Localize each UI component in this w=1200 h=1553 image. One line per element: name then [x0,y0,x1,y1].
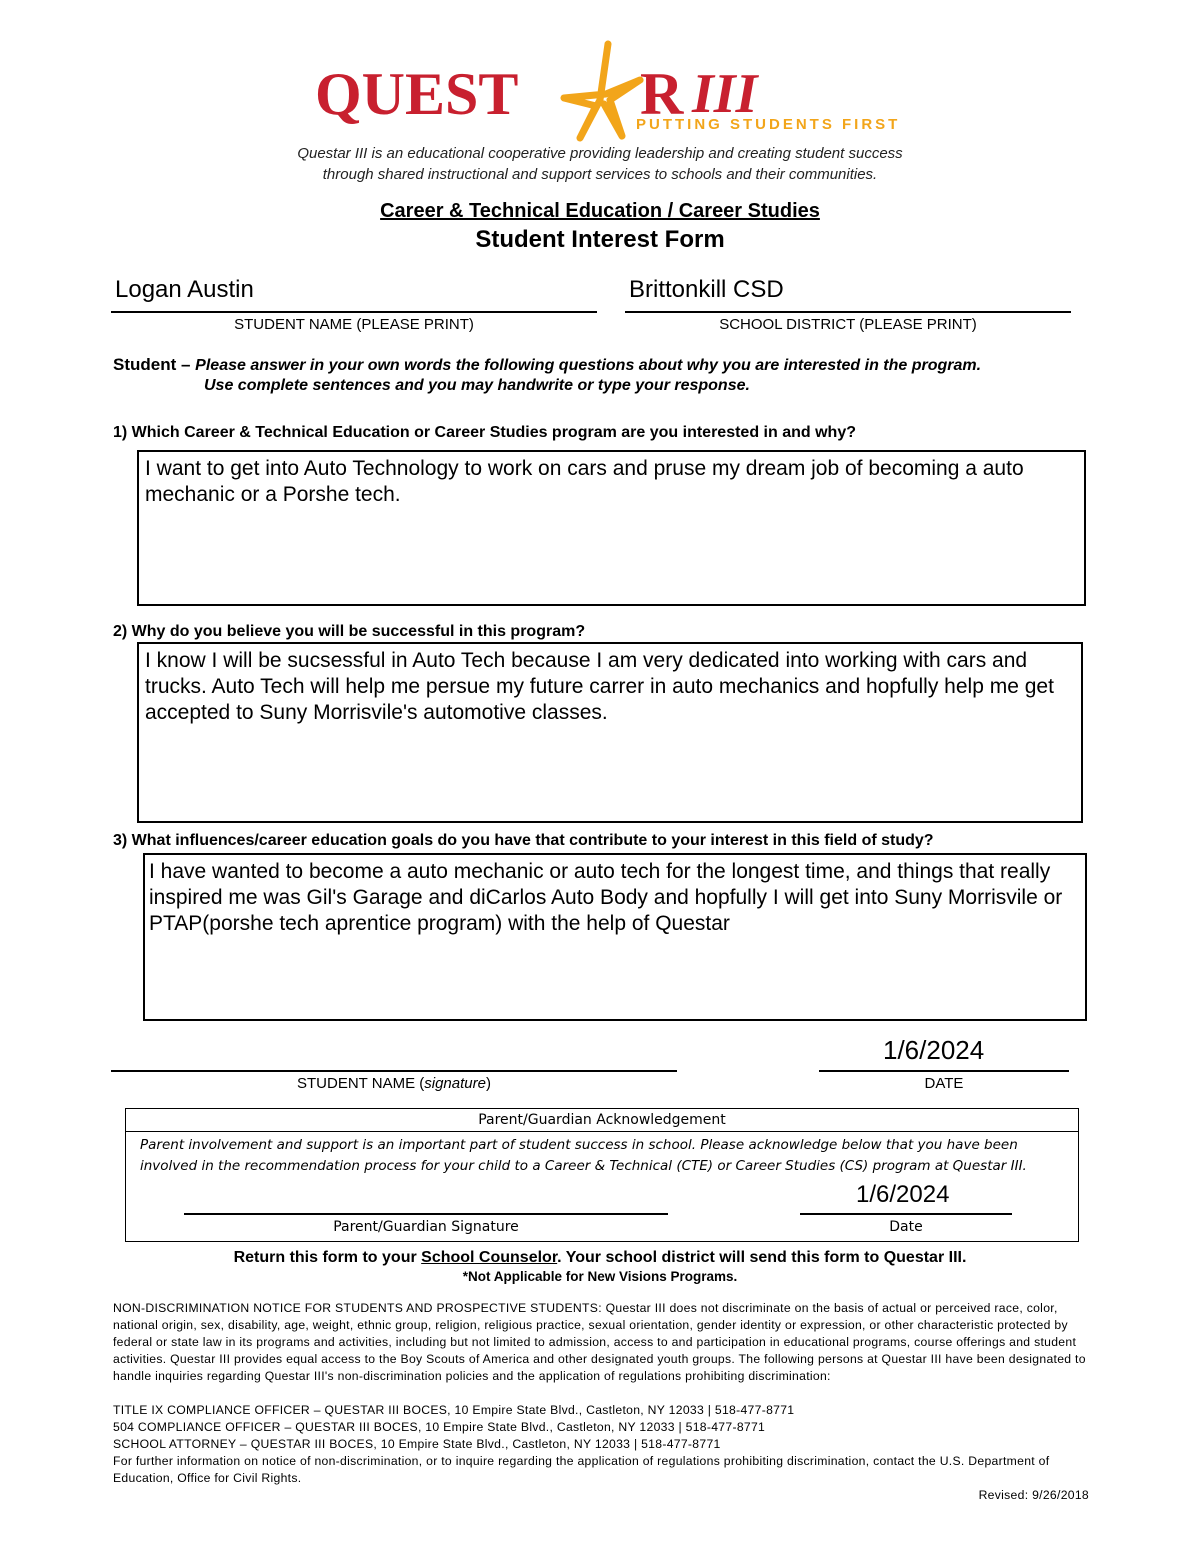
school-district-line [625,311,1071,313]
parent-signature-line[interactable] [184,1213,668,1215]
parent-acknowledgement-box [125,1108,1079,1242]
logo-iii-text: III [692,63,758,125]
logo [310,40,910,150]
student-date-label: DATE [924,1075,964,1092]
title-ix-officer: TITLE IX COMPLIANCE OFFICER – QUESTAR III BOCES, 10 Empire State Blvd., Castleton, NY 12033 | 518-477-8771 [113,1403,795,1417]
school-district-value[interactable]: Brittonkill CSD [629,276,784,303]
student-signature-label: STUDENT NAME (signature) [297,1075,491,1092]
revised-date: Revised: 9/26/2018 [978,1488,1089,1502]
parent-date-line [800,1213,1012,1215]
question-3-label: 3) What influences/career education goals do you have that contribute to your interest in this field of study? [113,832,934,849]
logo-tagline: PUTTING STUDENTS FIRST [636,116,901,133]
question-3-answer[interactable]: I have wanted to become a auto mechanic or auto tech for the longest time, and things that really inspired me was Gil's Garage and diCarlos Auto Body and hopfully I will get into Suny Morrisvile or PTAP(porshe tech aprentice program) with the help of Questar [143,853,1087,1021]
non-discrimination-notice: NON-DISCRIMINATION NOTICE FOR STUDENTS AND PROSPECTIVE STUDENTS: Questar III does not discriminate on the basis of actual or perceived race, color, national origin, sex, disability, age, weight, ethnic group, religion, religious practice, sexual orientation, gender identity or expression, or other characteristic protected by federal or state law in its programs and activities, including but not limited to admission, access to and participation in educational programs, course offerings and student activities. Questar III provides equal access to the Boy Scouts of America and other designated youth groups. The following persons at Questar III have been designated to handle inquiries regarding Questar III's non-discrimination policies and the application of regulations prohibiting discrimination: [113,1301,1086,1383]
school-counselor-text: School Counselor [421,1249,558,1266]
student-date-value[interactable]: 1/6/2024 [883,1035,985,1065]
school-district-label: SCHOOL DISTRICT (PLEASE PRINT) [719,316,977,333]
instructions-text-1: Please answer in your own words the following questions about why you are interested in the program. [195,357,982,374]
mission-line-1: Questar III is an educational cooperative providing leadership and creating student success [297,145,903,162]
student-name-label: STUDENT NAME (PLEASE PRINT) [234,316,474,333]
instructions-line-2: Use complete sentences and you may handwrite or type your response. [204,377,750,394]
logo-r-text: R [640,61,684,127]
student-name-line [111,311,597,313]
parent-date-label: Date [889,1219,923,1235]
star-icon [550,40,650,144]
student-name-value[interactable]: Logan Austin [115,276,254,303]
student-signature-line[interactable] [111,1070,677,1072]
further-information: For further information on notice of non-discrimination, or to inquire regarding the application of regulations prohibiting discrimination, contact the U.S. Department of Education, Office for Civil Rights. [113,1454,1050,1485]
form-title: Career & Technical Education / Career Studies [380,200,820,222]
compliance-504-officer: 504 COMPLIANCE OFFICER – QUESTAR III BOCES, 10 Empire State Blvd., Castleton, NY 12033 | 518-477-8771 [113,1420,766,1434]
acknowledgement-text: Parent involvement and support is an important part of student success in school. Please acknowledge below that you have been involved in the recommendation process for your child to a Career & Technical (CTE) or Career Studies (CS) program at Questar III. [140,1137,1027,1174]
instructions-lead: Student – [113,355,196,374]
question-2-label: 2) Why do you believe you will be successful in this program? [113,623,586,640]
parent-signature-label: Parent/Guardian Signature [333,1219,519,1235]
acknowledgement-title: Parent/Guardian Acknowledgement [126,1109,1078,1132]
parent-date-value[interactable]: 1/6/2024 [856,1181,950,1208]
mission-line-2: through shared instructional and support services to schools and their communities. [322,166,878,183]
question-1-answer[interactable]: I want to get into Auto Technology to work on cars and pruse my dream job of becoming a auto mechanic or a Porshe tech. [137,450,1086,606]
question-2-answer[interactable]: I know I will be sucsessful in Auto Tech because I am very dedicated into working with cars and trucks. Auto Tech will help me persue my future carrer in auto mechanics and hopfully help me get accepted to Suny Morrisvile's automotive classes. [137,642,1083,823]
school-attorney: SCHOOL ATTORNEY – QUESTAR III BOCES, 10 Empire State Blvd., Castleton, NY 12033 | 518-477-8771 [113,1437,721,1451]
return-instructions: Return this form to your School Counselor. Your school district will send this form to Questar III. [233,1249,967,1266]
form-subtitle: Student Interest Form [475,226,725,253]
new-visions-note: *Not Applicable for New Visions Programs. [462,1269,738,1284]
instructions-line-1 [113,355,981,375]
question-1-label: 1) Which Career & Technical Education or Career Studies program are you interested in and why? [113,424,856,441]
student-date-line [819,1070,1069,1072]
logo-quest-text: QUEST [315,61,519,127]
